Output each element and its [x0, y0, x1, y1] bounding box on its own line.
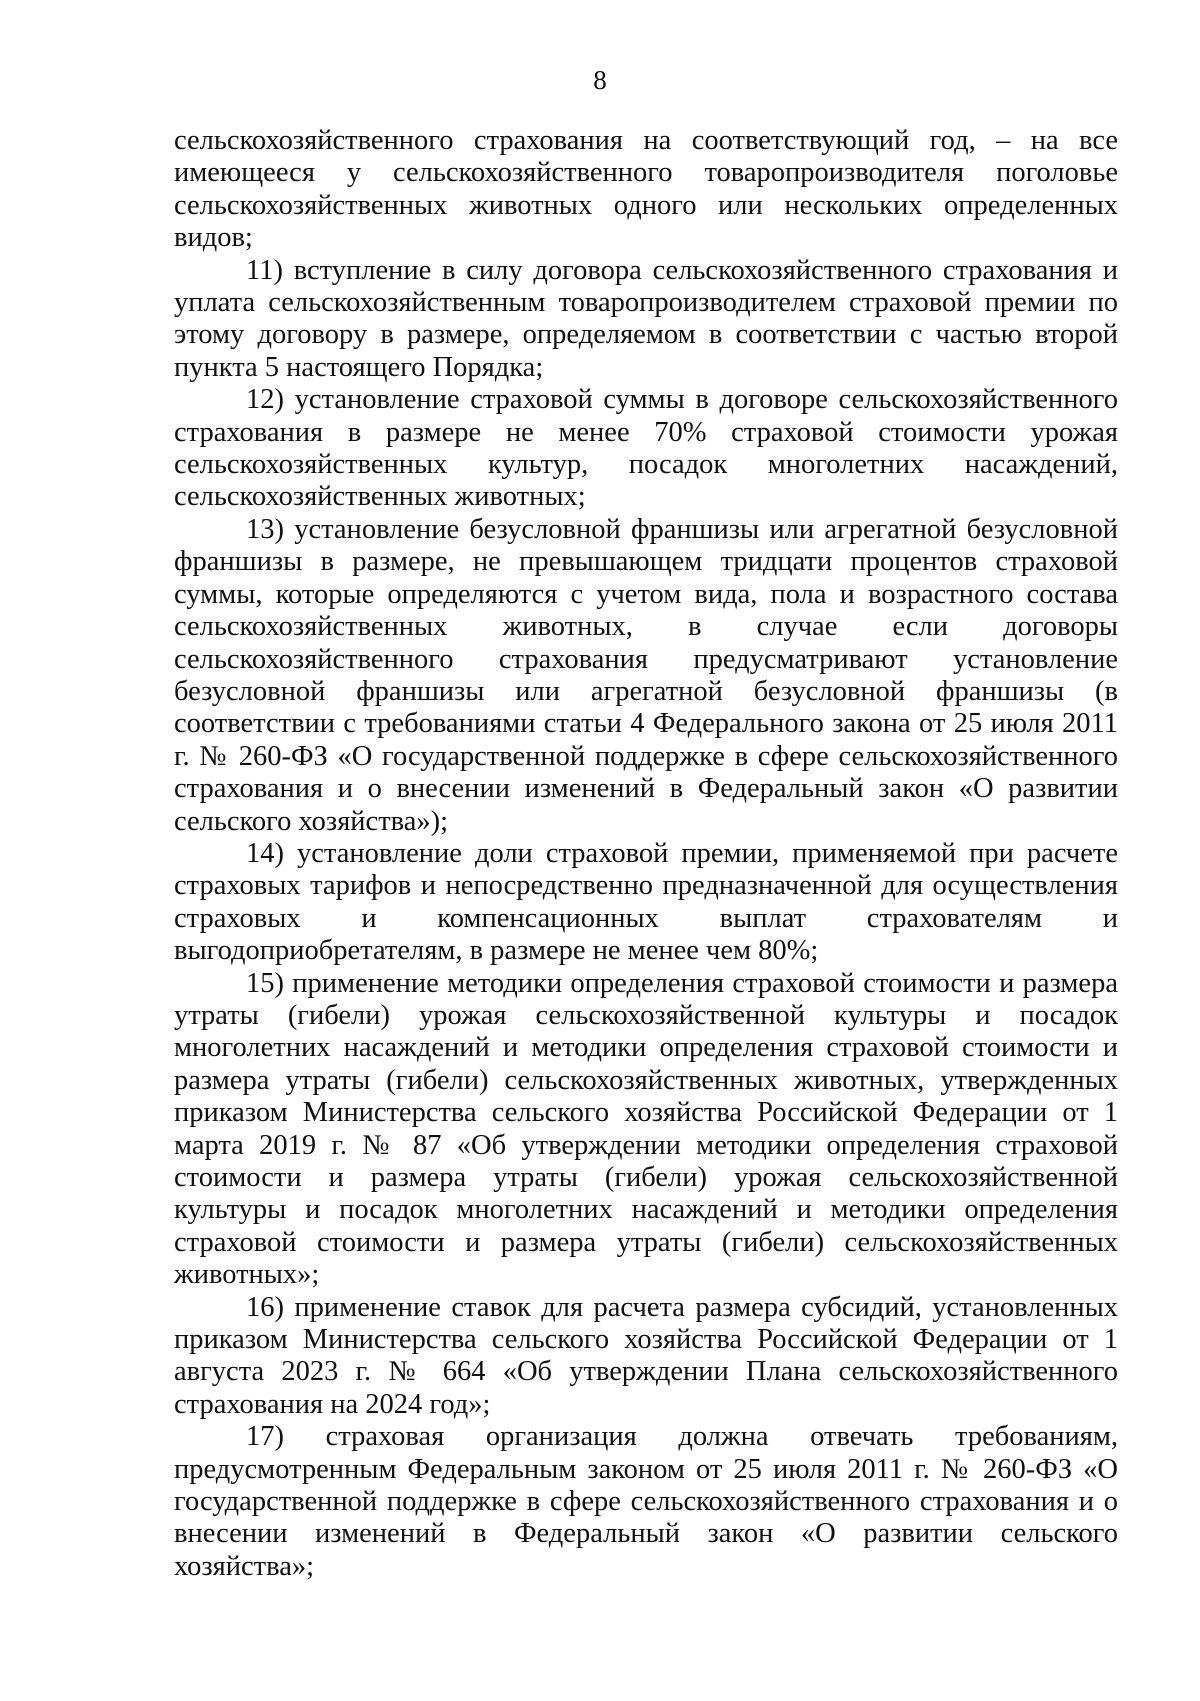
paragraph-item-16: 16) применение ставок для расчета размера субсидий, установленных приказом Министерства сельского хозяйства Российской Федерации от 1 августа 2023 г. № 664 «Об утверждении Плана сельскохозяйственного страхования на 2024 год»; — [174, 1291, 1118, 1420]
paragraph-item-15: 15) применение методики определения страховой стоимости и размера утраты (гибели) урожая сельскохозяйственной культуры и посадок многолетних насаждений и методики определения страховой стоимости и размера утраты (гибели) сельскохозяйственных животных, утвержденных приказом Министерства сельского хозяйства Российской Федерации от 1 марта 2019 г. № 87 «Об утверждении методики определения страховой стоимости и размера утраты (гибели) урожая сельскохозяйственной культуры и посадок многолетних насаждений и методики определения страховой стоимости и размера утраты (гибели) сельскохозяйственных животных»; — [174, 967, 1118, 1291]
paragraph-item-14: 14) установление доли страховой премии, применяемой при расчете страховых тарифов и непосредственно предназначенной для осуществления страховых и компенсационных выплат страхователям и выгодоприобретателям, в размере не менее чем 80%; — [174, 837, 1118, 967]
paragraph-item-17: 17) страховая организация должна отвечать требованиям, предусмотренным Федеральным законом от 25 июля 2011 г. № 260-ФЗ «О государственной поддержке в сфере сельскохозяйственного страхования и о внесении изменений в Федеральный закон «О развитии сельского хозяйства»; — [174, 1421, 1118, 1582]
paragraph-continuation: сельскохозяйственного страхования на соответствующий год, – на все имеющееся у сельскохозяйственного товаропроизводителя поголовье сельскохозяйственных животных одного или нескольких определенных видов; — [174, 125, 1118, 254]
page-number: 8 — [593, 65, 607, 95]
document-body — [174, 125, 1118, 1583]
paragraph-item-12: 12) установление страховой суммы в договоре сельскохозяйственного страхования в размере не менее 70% страховой стоимости урожая сельскохозяйственных культур, посадок многолетних насаждений, сельскохозяйственных животных; — [174, 384, 1118, 513]
paragraph-item-11: 11) вступление в силу договора сельскохозяйственного страхования и уплата сельскохозяйственным товаропроизводителем страховой премии по этому договору в размере, определяемом в соответствии с частью второй пункта 5 настоящего Порядка; — [174, 254, 1118, 383]
paragraph-item-13: 13) установление безусловной франшизы или агрегатной безусловной франшизы в размере, не превышающем тридцати процентов страховой суммы, которые определяются с учетом вида, пола и возрастного состава сельскохозяйственных животных, в случае если договоры сельскохозяйственного страхования предусматривают установление безусловной франшизы или агрегатной безусловной франшизы (в соответствии с требованиями статьи 4 Федерального закона от 25 июля 2011 г. № 260-ФЗ «О государственной поддержке в сфере сельскохозяйственного страхования и о внесении изменений в Федеральный закон «О развитии сельского хозяйства»); — [174, 513, 1118, 837]
